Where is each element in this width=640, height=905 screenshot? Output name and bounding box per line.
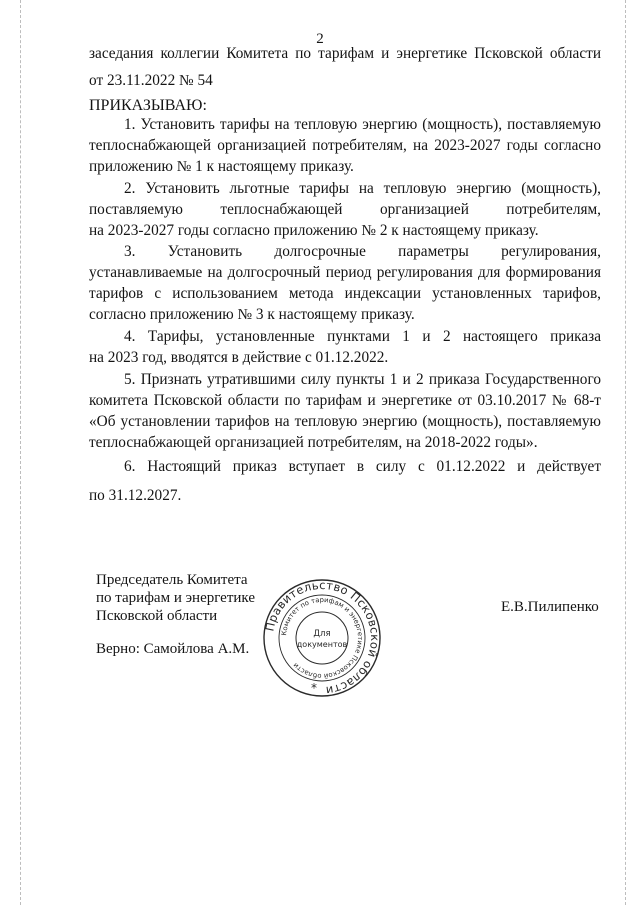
preamble-line: от 23.11.2022 № 54 xyxy=(89,72,213,89)
item-3-line: тарифов с использованием метода индексации установленных тарифов, xyxy=(89,285,601,302)
signatory-position-line: Председатель Комитета xyxy=(96,572,248,588)
round-seal-stamp xyxy=(262,578,382,698)
signatory-name: Е.В.Пилипенко xyxy=(501,599,599,615)
item-6-line: 6. Настоящий приказ вступает в силу с 01.12.2022 и действует xyxy=(124,458,601,475)
signatory-position-line: по тарифам и энергетике xyxy=(96,590,255,606)
preamble-line: заседания коллегии Комитета по тарифам и энергетике Псковской области xyxy=(89,45,601,62)
verified-by: Верно: Самойлова А.М. xyxy=(96,641,250,657)
item-4-line: на 2023 год, вводятся в действие с 01.12.2022. xyxy=(89,349,389,366)
seal-center-line: документов xyxy=(296,640,348,649)
item-2-line: 2. Установить льготные тарифы на тепловую энергию (мощность), xyxy=(124,180,601,197)
item-1-line: приложению № 1 к настоящему приказу. xyxy=(89,158,354,175)
seal-star: * xyxy=(311,681,317,695)
seal-inner-ring-text: Комитет по тарифам и энергетике Псковской области xyxy=(280,595,365,681)
item-1-line: 1. Установить тарифы на тепловую энергию (мощность), поставляемую xyxy=(124,116,601,133)
item-3-line: устанавливаемые на долгосрочный период регулирования для формирования xyxy=(89,264,601,281)
item-2-line: поставляемую теплоснабжающей организацией потребителям, xyxy=(89,201,601,218)
item-3-line: согласно приложению № 3 к настоящему приказу. xyxy=(89,306,415,323)
order-heading: ПРИКАЗЫВАЮ: xyxy=(89,97,207,114)
item-5-line: комитета Псковской области по тарифам и энергетике от 03.10.2017 № 68-т xyxy=(89,392,601,409)
right-scan-edge xyxy=(625,0,626,905)
item-3-line: 3. Установить долгосрочные параметры регулирования, xyxy=(124,243,601,260)
item-2-line: на 2023-2027 годы согласно приложению № 2 к настоящему приказу. xyxy=(89,222,539,239)
page-number: 2 xyxy=(316,31,324,47)
item-1-line: теплоснабжающей организацией потребителям, на 2023-2027 годы согласно xyxy=(89,137,601,154)
item-5-line: «Об установлении тарифов на тепловую энергию (мощность), поставляемую xyxy=(89,413,601,430)
item-4-line: 4. Тарифы, установленные пунктами 1 и 2 настоящего приказа xyxy=(124,328,601,345)
item-5-line: теплоснабжающей организацией потребителям, на 2018-2022 годы». xyxy=(89,434,538,451)
item-5-line: 5. Признать утратившими силу пункты 1 и 2 приказа Государственного xyxy=(124,371,601,388)
seal-outer-ring-text: Правительство Псковской области xyxy=(262,578,382,698)
item-6-line: по 31.12.2027. xyxy=(89,487,182,504)
seal-center-line: Для xyxy=(313,629,331,639)
signatory-position-line: Псковской области xyxy=(96,608,218,624)
left-scan-edge xyxy=(20,0,21,905)
